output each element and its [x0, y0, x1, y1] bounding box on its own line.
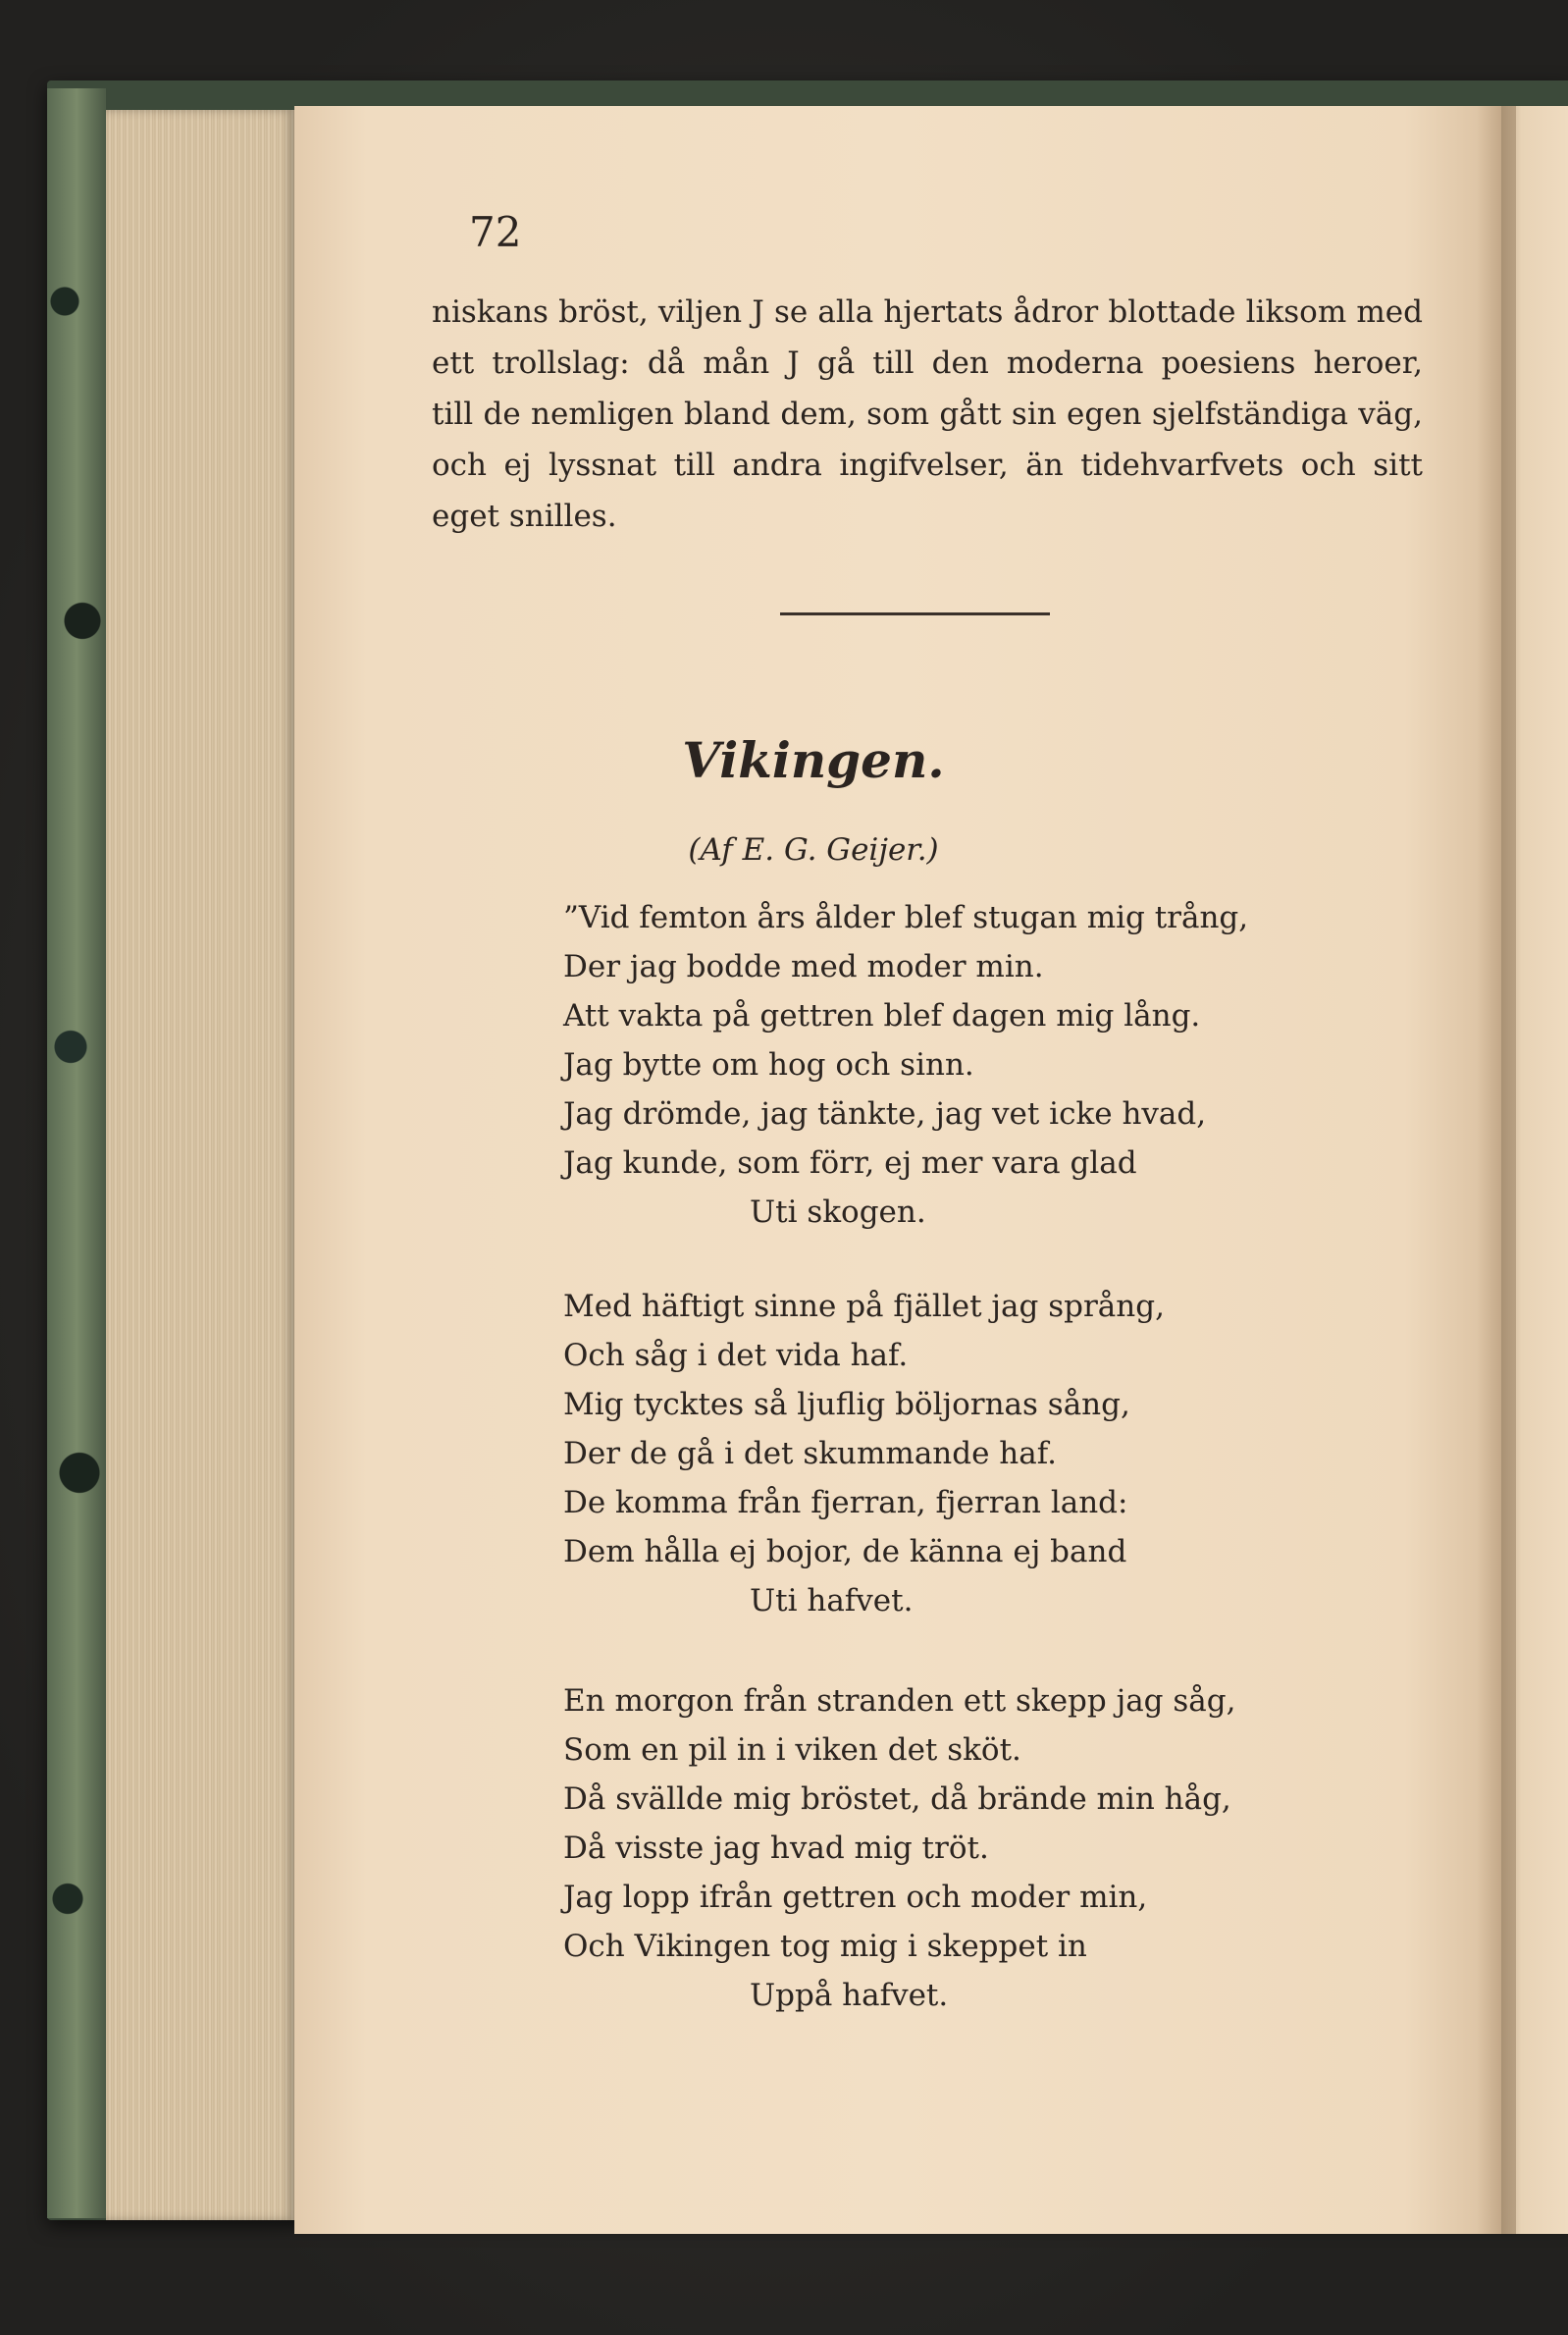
prose-paragraph [432, 287, 1423, 542]
refrain-line: Uppå hafvet. [750, 1978, 949, 2013]
marbled-binding [47, 88, 106, 2218]
page-edges [106, 110, 294, 2220]
verse-line: Och såg i det vida haf. [563, 1338, 909, 1373]
verse-line: Jag kunde, som förr, ej mer vara glad [563, 1145, 1137, 1181]
stanza-2 [563, 1282, 1165, 1625]
verse-line: Och Vikingen tog mig i skeppet in [563, 1929, 1087, 1964]
verse-line: Der jag bodde med moder min. [563, 949, 1044, 984]
poem-author: (Af E. G. Geijer.) [688, 832, 939, 868]
prose-line: ett trollslag: då mån J gå till den moderna poesiens heroer, [432, 345, 1423, 381]
verse-line: De komma från fjerran, fjerran land: [563, 1485, 1128, 1520]
verse-line: Dem hålla ej bojor, de känna ej band [563, 1534, 1127, 1569]
verse-line: Jag drömde, jag tänkte, jag vet icke hvad, [563, 1096, 1207, 1132]
verse-line: Att vakta på gettren blef dagen mig lång. [563, 998, 1201, 1034]
verse-line: Då svällde mig bröstet, då brände min håg, [563, 1781, 1231, 1817]
stanza-1 [563, 893, 1248, 1237]
prose-line: och ej lyssnat till andra ingifvelser, än tidehvarfvets och sitt [432, 448, 1423, 483]
stanza-3 [563, 1676, 1235, 2020]
verse-line: Då visste jag hvad mig tröt. [563, 1831, 989, 1866]
verse-line: Som en pil in i viken det sköt. [563, 1732, 1021, 1768]
prose-line: eget snilles. [432, 499, 617, 534]
prose-line: till de nemligen bland dem, som gått sin egen sjelfständiga väg, [432, 397, 1423, 432]
poem-title: Vikingen. [682, 731, 945, 789]
verse-line: ”Vid femton års ålder blef stugan mig trång, [563, 900, 1249, 935]
refrain-line: Uti hafvet. [750, 1583, 914, 1619]
verse-line: En morgon från stranden ett skepp jag såg, [563, 1683, 1236, 1719]
verse-line: Jag lopp ifrån gettren och moder min, [563, 1880, 1148, 1915]
verse-line: Med häftigt sinne på fjället jag språng, [563, 1289, 1165, 1324]
gutter-shadow [1477, 106, 1516, 2234]
verse-line: Der de gå i det skummande haf. [563, 1436, 1057, 1471]
section-divider [780, 612, 1050, 615]
page-number: 72 [469, 208, 522, 256]
verse-line: Mig tycktes så ljuflig böljornas sång, [563, 1387, 1130, 1422]
refrain-line: Uti skogen. [750, 1194, 926, 1230]
prose-line: niskans bröst, viljen J se alla hjertats ådror blottade liksom med [432, 294, 1423, 330]
verse-line: Jag bytte om hog och sinn. [563, 1047, 974, 1083]
